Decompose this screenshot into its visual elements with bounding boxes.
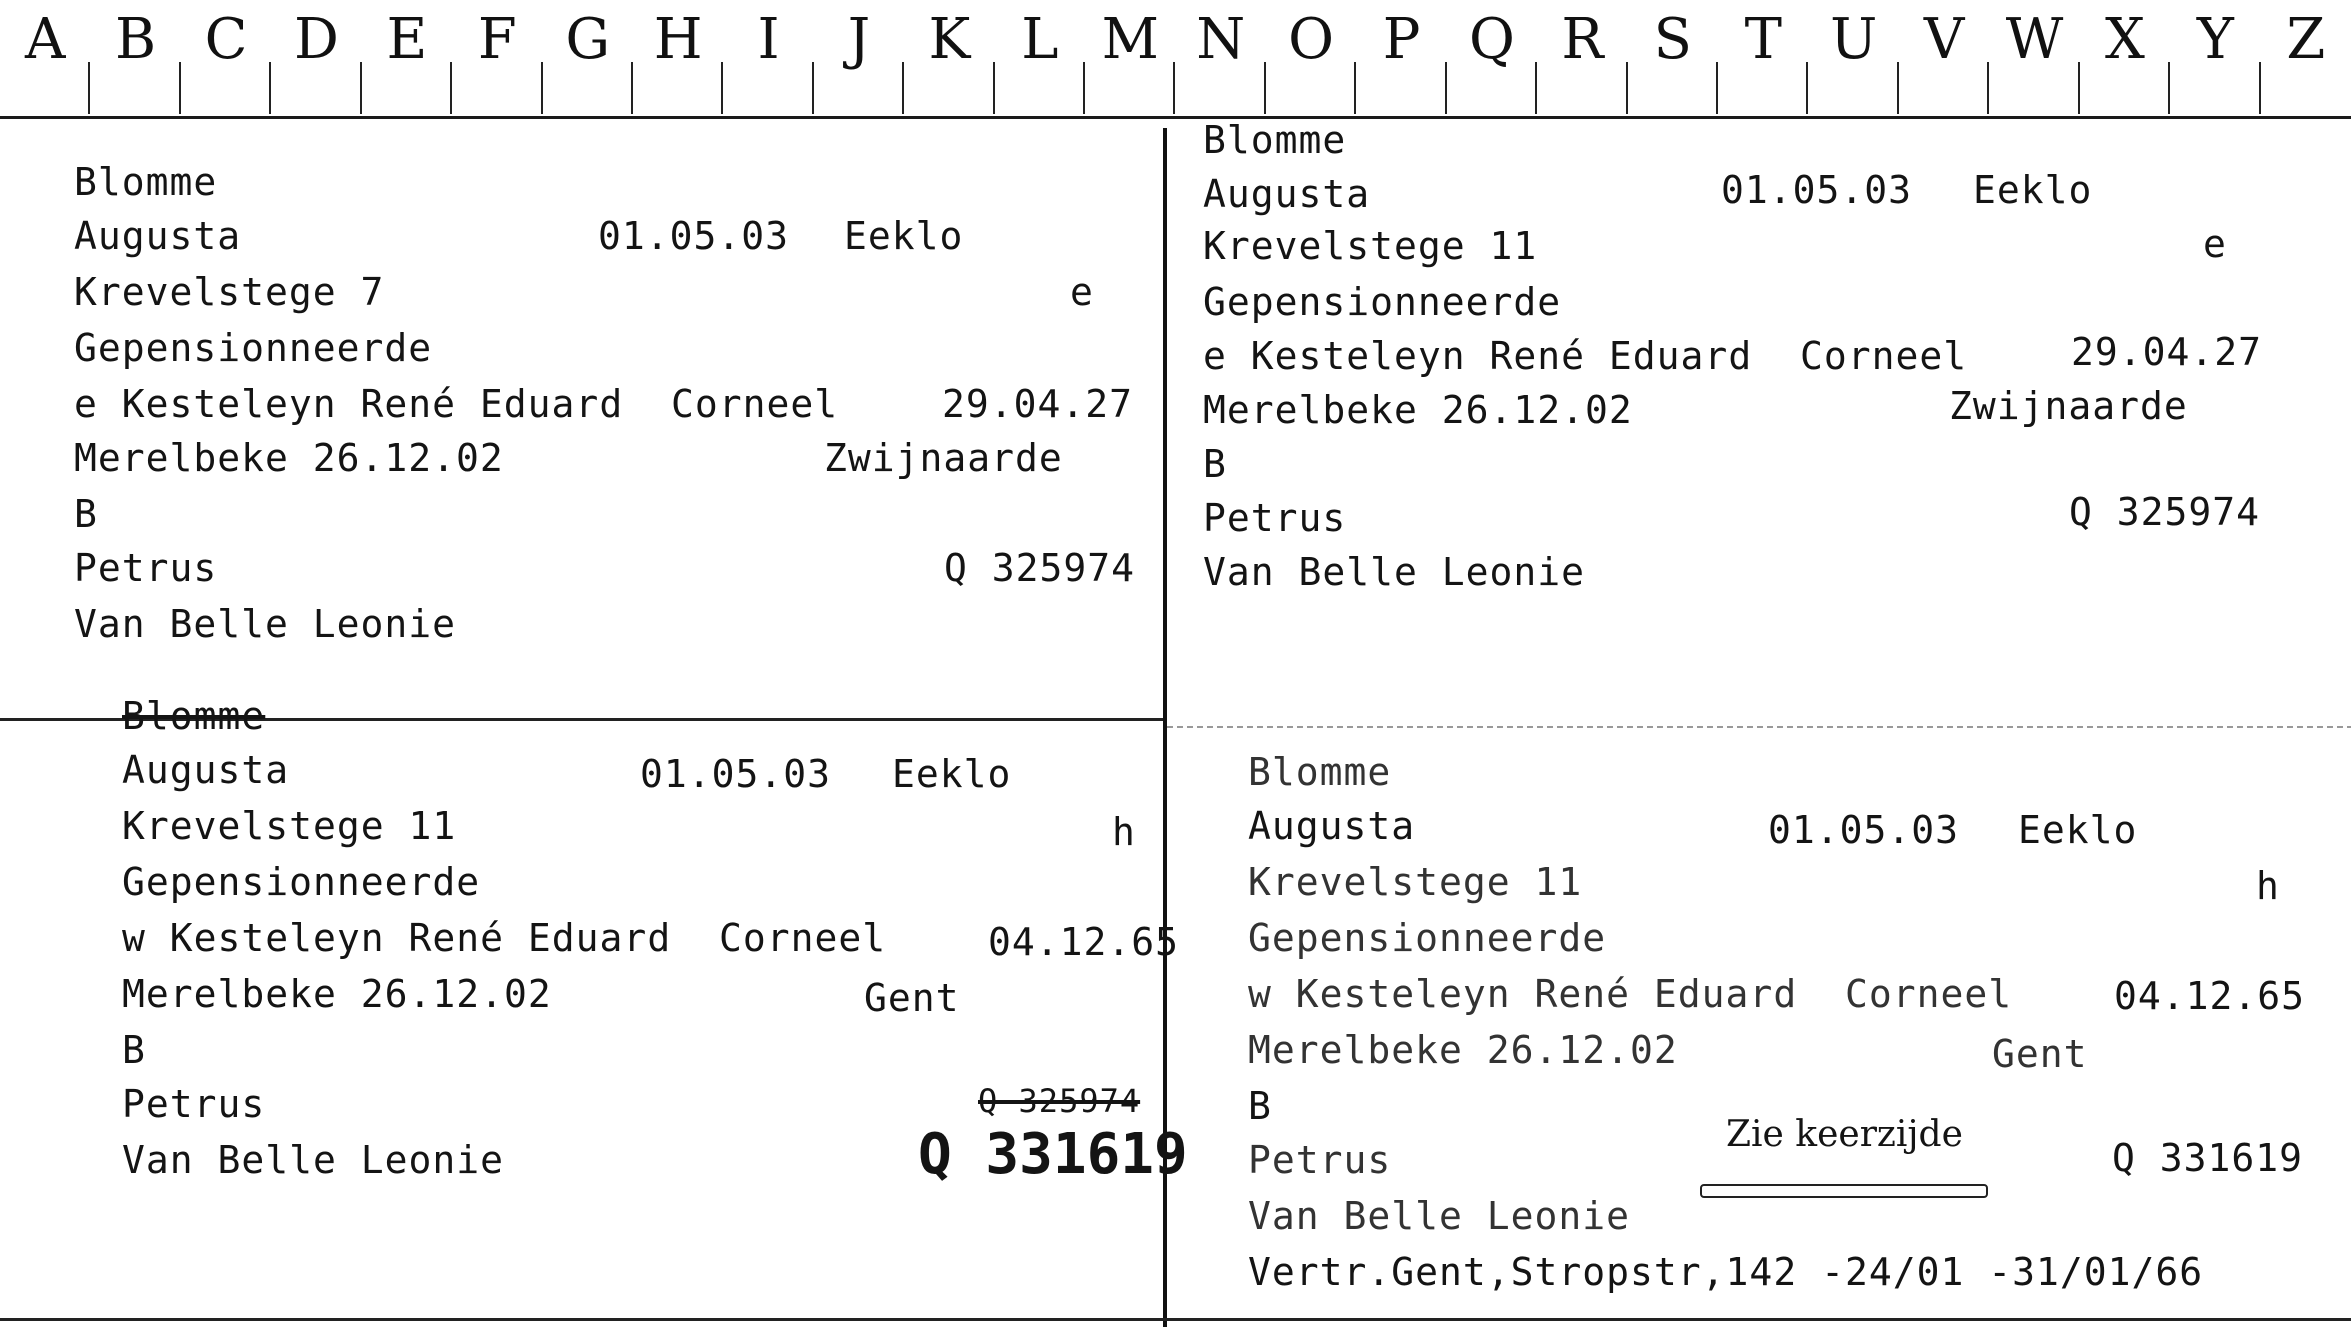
departure-note: Vertr.Gent,Stropstr,142 -24/01 -31/01/66 bbox=[1248, 1250, 2204, 1294]
spouse-line: w Kesteleyn René Eduard Corneel bbox=[1248, 972, 2013, 1016]
birth-place: Eeklo bbox=[892, 752, 1012, 796]
spouse-birth: Merelbeke 26.12.02 bbox=[74, 436, 504, 480]
alphabet-letter-v: V bbox=[1899, 0, 1989, 118]
alphabet-index bbox=[0, 0, 2351, 118]
father: Petrus bbox=[1248, 1138, 1392, 1182]
event-place: Zwijnaarde bbox=[1949, 384, 2188, 428]
event-date: 04.12.65 bbox=[988, 920, 1180, 964]
spouse-line: w Kesteleyn René Eduard Corneel bbox=[122, 916, 887, 960]
card-1 bbox=[74, 160, 1154, 660]
card-4 bbox=[1248, 750, 2348, 1310]
alphabet-letter-z: Z bbox=[2286, 7, 2326, 72]
event-date: 29.04.27 bbox=[942, 382, 1134, 426]
address: Krevelstege 7 bbox=[74, 270, 385, 314]
occupation: Gepensionneerde bbox=[74, 326, 433, 370]
occupation: Gepensionneerde bbox=[122, 860, 481, 904]
horizontal-divider-right bbox=[1167, 726, 2351, 728]
civil-code: h bbox=[1112, 810, 1136, 854]
surname: Blomme bbox=[122, 694, 266, 738]
event-place: Zwijnaarde bbox=[824, 436, 1063, 480]
alphabet-letter-r: R bbox=[1537, 0, 1627, 118]
alphabet-letter-f: F bbox=[452, 0, 542, 118]
alphabet-letter-g: G bbox=[543, 0, 633, 118]
event-place: Gent bbox=[1992, 1032, 2088, 1076]
alphabet-letter-a: A bbox=[0, 0, 90, 118]
card-number: Q 325974 bbox=[944, 546, 1136, 590]
address: Krevelstege 11 bbox=[122, 804, 457, 848]
alphabet-letter-q: Q bbox=[1447, 0, 1537, 118]
civil-code: e bbox=[2203, 222, 2227, 266]
first-name: Augusta bbox=[1248, 804, 1416, 848]
stamp-underline bbox=[1700, 1184, 1988, 1198]
civil-code: h bbox=[2256, 864, 2280, 908]
card-3 bbox=[122, 694, 1188, 1194]
alphabet-letter-s: S bbox=[1628, 0, 1718, 118]
father: Petrus bbox=[122, 1082, 266, 1126]
spouse-birth: Merelbeke 26.12.02 bbox=[122, 972, 552, 1016]
alphabet-letter-l: L bbox=[995, 0, 1085, 118]
alphabet-letter-y: Y bbox=[2170, 0, 2260, 118]
alphabet-letter-m: M bbox=[1085, 0, 1175, 118]
first-name: Augusta bbox=[1203, 172, 1371, 216]
alphabet-letter-c: C bbox=[181, 0, 271, 118]
bottom-rule bbox=[0, 1318, 2351, 1321]
alphabet-letter-w: W bbox=[1989, 0, 2079, 118]
alphabet-letter-j: J bbox=[814, 0, 904, 118]
birth-date: 01.05.03 bbox=[1768, 808, 1960, 852]
occupation: Gepensionneerde bbox=[1203, 280, 1562, 324]
spouse-birth: Merelbeke 26.12.02 bbox=[1203, 388, 1633, 432]
mother: Van Belle Leonie bbox=[1203, 550, 1586, 594]
nationality: B bbox=[74, 492, 98, 536]
alphabet-letter-k: K bbox=[904, 0, 994, 118]
alphabet-letter-h: H bbox=[633, 0, 723, 118]
civil-code: e bbox=[1070, 270, 1094, 314]
address: Krevelstege 11 bbox=[1203, 224, 1538, 268]
alphabet-letter-p: P bbox=[1356, 0, 1446, 118]
father: Petrus bbox=[1203, 496, 1347, 540]
stamp-see-reverse: Zie keerzijde bbox=[1726, 1114, 1963, 1155]
occupation: Gepensionneerde bbox=[1248, 916, 1607, 960]
nationality: B bbox=[1203, 442, 1227, 486]
birth-place: Eeklo bbox=[2018, 808, 2138, 852]
surname: Blomme bbox=[1203, 118, 1347, 162]
surname: Blomme bbox=[1248, 750, 1392, 794]
card-2 bbox=[1203, 118, 2343, 618]
alphabet-letter-d: D bbox=[271, 0, 361, 118]
birth-date: 01.05.03 bbox=[1721, 168, 1913, 212]
birth-place: Eeklo bbox=[844, 214, 964, 258]
card-number: Q 331619 bbox=[2112, 1136, 2304, 1180]
address: Krevelstege 11 bbox=[1248, 860, 1583, 904]
alphabet-letter-u: U bbox=[1808, 0, 1898, 118]
first-name: Augusta bbox=[74, 214, 242, 258]
spouse-birth: Merelbeke 26.12.02 bbox=[1248, 1028, 1678, 1072]
mother: Van Belle Leonie bbox=[1248, 1194, 1631, 1238]
event-date: 29.04.27 bbox=[2071, 330, 2263, 374]
alphabet-letter-o: O bbox=[1266, 0, 1356, 118]
event-date: 04.12.65 bbox=[2114, 974, 2306, 1018]
old-card-number: Q 325974 bbox=[978, 1082, 1141, 1120]
mother: Van Belle Leonie bbox=[122, 1138, 505, 1182]
alphabet-letter-t: T bbox=[1718, 0, 1808, 118]
nationality: B bbox=[122, 1028, 146, 1072]
first-name: Augusta bbox=[122, 748, 290, 792]
father: Petrus bbox=[74, 546, 218, 590]
spouse-line: e Kesteleyn René Eduard Corneel bbox=[1203, 334, 1968, 378]
nationality: B bbox=[1248, 1084, 1272, 1128]
card-number: Q 325974 bbox=[2069, 490, 2261, 534]
event-place: Gent bbox=[864, 976, 960, 1020]
birth-date: 01.05.03 bbox=[598, 214, 790, 258]
spouse-line: e Kesteleyn René Eduard Corneel bbox=[74, 382, 839, 426]
alphabet-letter-e: E bbox=[362, 0, 452, 118]
mother: Van Belle Leonie bbox=[74, 602, 457, 646]
alphabet-letter-n: N bbox=[1176, 0, 1266, 118]
alphabet-letter-b: B bbox=[90, 0, 180, 118]
birth-date: 01.05.03 bbox=[640, 752, 832, 796]
alphabet-letter-i: I bbox=[723, 0, 813, 118]
card-number: Q 331619 bbox=[918, 1122, 1188, 1187]
birth-place: Eeklo bbox=[1973, 168, 2093, 212]
surname: Blomme bbox=[74, 160, 218, 204]
alphabet-letter-x: X bbox=[2080, 0, 2170, 118]
